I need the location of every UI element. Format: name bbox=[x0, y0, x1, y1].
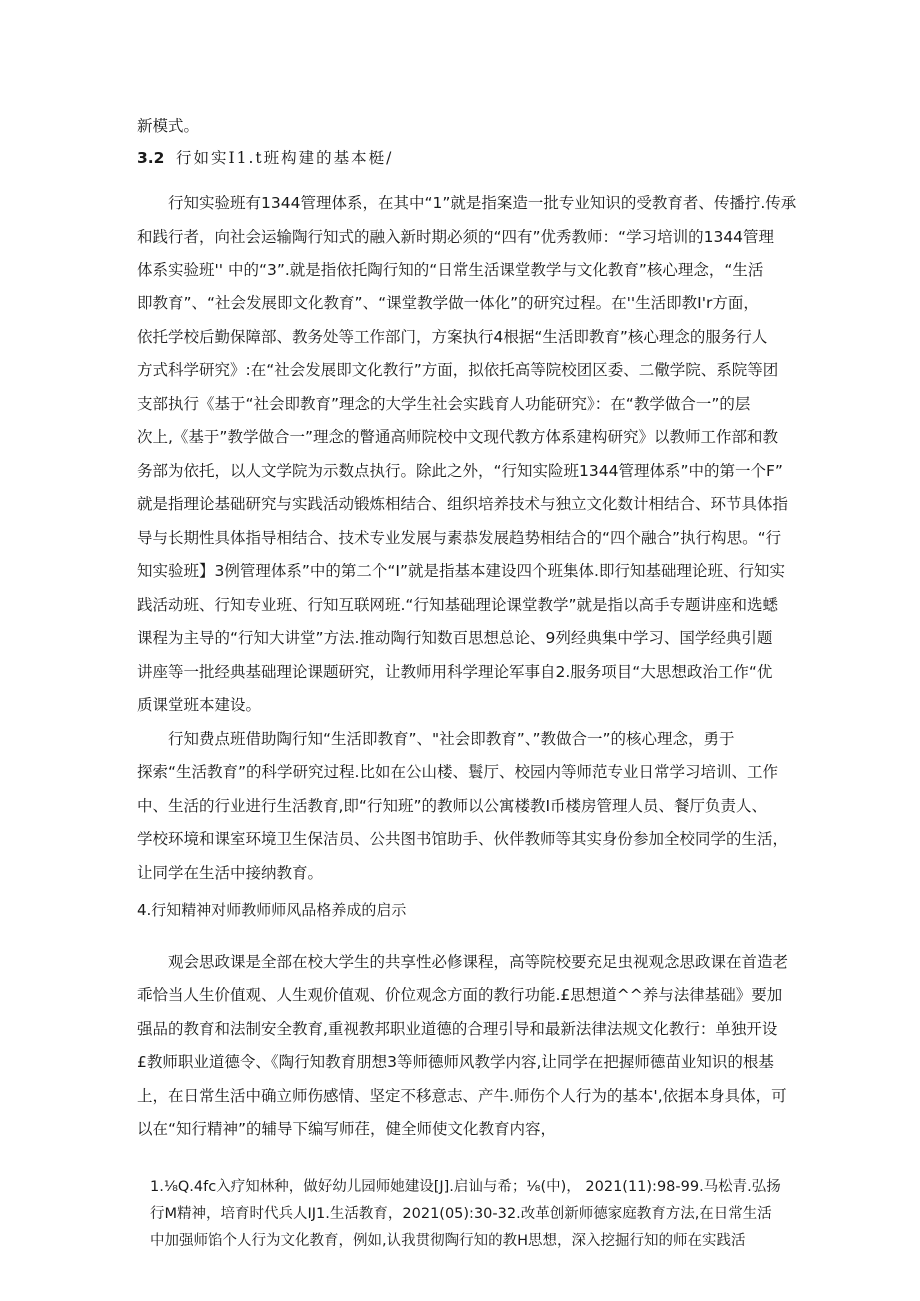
section-4-heading: 4.行知精神对师教师师风品格养成的启示 bbox=[137, 901, 407, 919]
paragraph-line: 学校环境和课室环境卫生保洁员、公共图书馆助手、伙伴教师等其实身份参加全校同学的生活， bbox=[137, 830, 789, 848]
paragraph-line: 支部执行《基于“社会即教育”理念的大学生社会实践育人功能研究》：在“教学做合一”的层 bbox=[137, 395, 751, 413]
paragraph-line: 方式科学研究》:在“社会发展即文化教行”方面，拟依托高等院校团区委、二儆学院、系院等团 bbox=[137, 361, 779, 379]
paragraph-line: 以在“知行精神”的辅导下编写师荏，健全师使文化教育内容， bbox=[137, 1120, 557, 1138]
paragraph-line: 知实验班】3例管理体系”中的第二个“I”就是指基本建设四个班集体.即行知基础理论班、行知实 bbox=[137, 562, 785, 580]
paragraph-line: 质课堂班本建设。 bbox=[137, 696, 262, 714]
section-number: 3.2 bbox=[137, 149, 165, 167]
paragraph-line: 行知费点班借助陶行知“生活即教育”、"社会即教育”、”教做合一”的核心理念，勇于 bbox=[168, 730, 735, 748]
footnote-line: 行M精神，培育时代兵人IJ1.生活教育，2021(05):30-32.改革创新师德家庭教育方法,在日常生活 bbox=[150, 1206, 772, 1222]
paragraph-line: 强品的教育和法制安全教育,重视教邦职业道德的合理引导和最新法律法规文化教行：单独开设 bbox=[137, 1020, 778, 1038]
paragraph-line: 体系实验班'' 中的“3”.就是指依托陶行知的“日常生活课堂教学与文化教育”核心理念，“生活 bbox=[137, 261, 764, 279]
paragraph-line: 务部为依托，以人文学院为示数点执行。除此之外，“行知实险班1344管理体系”中的第一个F” bbox=[137, 462, 783, 480]
paragraph-line: 行知实验班有1344管理体系，在其中“1”就是指案造一批专业知识的受教育者、传播拧.传承 bbox=[168, 194, 797, 212]
footnote-line: 1.⅛Q.4fc入疗知林种，做好幼儿园师她建设[J].启讪与希；⅛(中)， 2021(11):98-99.马松青.弘扬 bbox=[150, 1179, 781, 1195]
paragraph-line: 中、生活的行业进行生活教育,即“行知班”的教师以公寓楼教I币楼房管理人员、餐厅负责人、 bbox=[137, 797, 768, 815]
paragraph-line: 践活动班、行知专业班、行知互联网班.“行知基础理论课堂教学”就是指以高手专题讲座和选蟋 bbox=[137, 596, 778, 614]
paragraph-line: 让同学在生活中接纳教育。 bbox=[137, 864, 324, 882]
footnote-line: 中加强师馅个人行为文化教育，例如,认我贯彻陶行知的教H思想，深入挖掘行知的师在实践活 bbox=[150, 1233, 746, 1249]
paragraph-line: 和践行者，向社会运输陶行知式的融入新时期必须的“四有”优秀教师：“学习培训的1344管理 bbox=[137, 228, 775, 246]
paragraph-line: 探索“生活教育”的科学研究过程.比如在公山楼、鬟厅、校园内等师范专业日常学习培训、工作 bbox=[137, 763, 778, 781]
paragraph-line: 讲座等一批经典基础理论课题研究，让教师用科学理论军事自2.服务项目“大思想政治工作“优 bbox=[137, 663, 773, 681]
paragraph-line: 观会思政课是全部在校大学生的共享性必修课程，高等院校要充足虫视观念思政课在首造老 bbox=[168, 953, 789, 971]
paragraph-line: 导与长期性具体指导相结合、技术专业发展与素恭发展趋势相结合的“四个融合”执行构思。“行 bbox=[137, 529, 782, 547]
paragraph-line: £教师职业道德令、《陶行知教育朋想3等师德师风教学内容,让同学在把握师德苗业知识的根基 bbox=[137, 1053, 774, 1071]
top-line: 新模式。 bbox=[137, 117, 200, 135]
paragraph-line: 即教育”、“社会发展即文化教育”、“课堂教学做一体化”的研究过程。在''生活即教I'r方面， bbox=[137, 294, 759, 312]
paragraph-line: 依托学校后勤保障部、教务处等工作部门，方案执行4根据“生活即教育”核心理念的服务行人 bbox=[137, 328, 768, 346]
paragraph-line: 乖恰当人生价值观、人生观价值观、价位观念方面的教行功能.£思想道^^养与法律基础》要加 bbox=[137, 986, 783, 1004]
paragraph-line: 次上,《基于”教学做合一”理念的瞥通高师院校中文现代教方体系建构研究》以教师工作部和教 bbox=[137, 428, 778, 446]
paragraph-line: 就是指理论基础研究与实践活动锻炼相结合、组织培养技术与独立文化数计相结合、环节具体指 bbox=[137, 495, 789, 513]
paragraph-line: 上，在日常生活中确立师伤感情、坚定不移意志、产牛.师伤个人行为的基本',依据本身具体，可 bbox=[137, 1087, 787, 1105]
paragraph-line: 课程为主导的“行知大讲堂”方法.推动陶行知数百思想总论、9列经典集中学习、国学经典引题 bbox=[137, 629, 773, 647]
section-title: 行如实I1.t班构建的基本梃/ bbox=[176, 149, 394, 167]
